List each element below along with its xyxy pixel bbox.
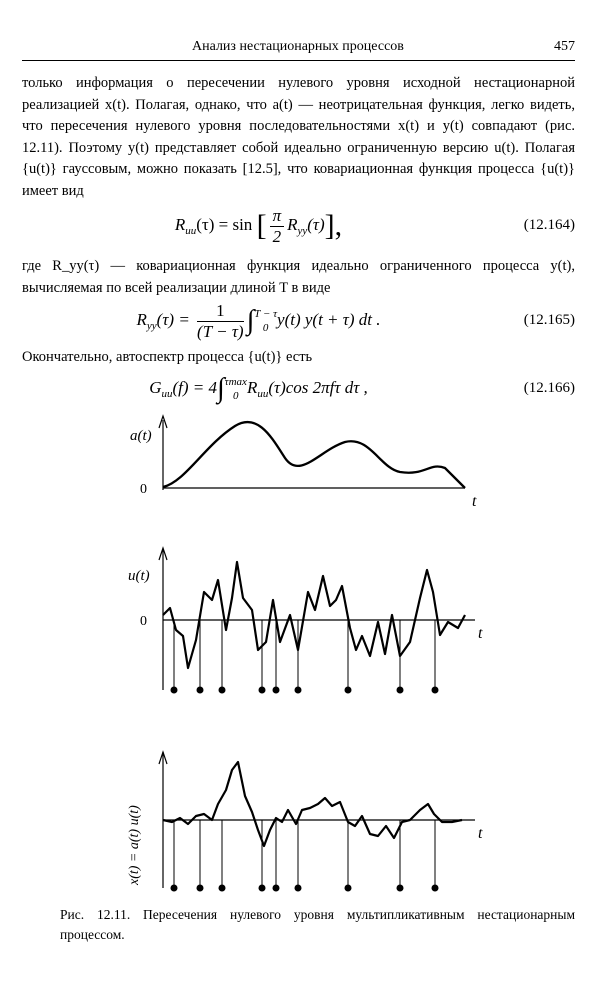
- eq-subscript: uu: [257, 388, 269, 400]
- x-curve: [163, 762, 462, 846]
- crossing-dot: [171, 687, 178, 694]
- u-curve: [163, 562, 465, 668]
- crossing-dot: [345, 687, 352, 694]
- equation-12-166: [22, 368, 575, 416]
- integral-limits: [225, 375, 247, 403]
- panel-u-of-t: [128, 548, 483, 694]
- integral-sign: ∫: [246, 305, 255, 337]
- u-crossing-markers: [171, 620, 439, 694]
- integrand: y(t) y(t + τ) dt .: [277, 310, 381, 329]
- figure-caption: Рис. 12.11. Пересечения нулевого уровня мультипликативным нестационарным процессом.: [60, 907, 575, 942]
- eq-symbol: R: [246, 378, 258, 397]
- frac-denominator: (T − τ): [197, 321, 244, 341]
- eq-subscript: uu: [185, 225, 197, 237]
- integral-limits: [254, 307, 277, 335]
- crossing-dot: [397, 687, 404, 694]
- crossing-dot: [295, 687, 302, 694]
- equation-number: (12.164): [523, 217, 575, 233]
- crossing-dot: [219, 885, 226, 892]
- equation-body: [22, 205, 495, 251]
- integral-lower: 0: [233, 390, 239, 403]
- crossing-dot: [259, 687, 266, 694]
- equation-12-165: [22, 300, 575, 348]
- xlabel-u: t: [478, 625, 483, 642]
- eq-text: (τ)cos 2πfτ dτ ,: [268, 378, 368, 397]
- eq-symbol: G: [149, 378, 162, 397]
- fraction: [197, 301, 244, 342]
- eq-text: (τ) =: [156, 310, 190, 329]
- left-bracket: [: [256, 209, 267, 243]
- zero-label-u: 0: [140, 614, 147, 629]
- fraction: [270, 206, 285, 247]
- integral-sign: ∫: [217, 373, 225, 405]
- crossing-dot: [432, 885, 439, 892]
- eq-subscript: uu: [161, 388, 173, 400]
- ylabel-x: x(t) = a(t) u(t): [127, 805, 142, 885]
- crossing-dot: [295, 885, 302, 892]
- integral-upper: τmax: [224, 376, 247, 389]
- equation-number: (12.166): [523, 380, 575, 396]
- integral-upper: T − τ: [254, 308, 278, 321]
- eq-text: (τ): [307, 215, 325, 234]
- a-curve: [163, 422, 465, 488]
- equation-number: (12.165): [523, 312, 575, 328]
- eq-symbol: R: [174, 215, 186, 234]
- equation-12-164: [22, 205, 575, 253]
- equation-body: [22, 300, 495, 346]
- eq-subscript: yy: [146, 320, 157, 332]
- header-rule: [22, 60, 575, 61]
- equation-body: [22, 368, 495, 414]
- zero-label-a: 0: [140, 482, 147, 497]
- integral-lower: 0: [262, 322, 269, 335]
- panel-a-of-t: [130, 416, 477, 510]
- ylabel-u: u(t): [128, 568, 150, 584]
- ylabel-a: a(t): [130, 428, 152, 444]
- crossing-dot: [273, 687, 280, 694]
- eq-symbol: R: [136, 310, 147, 329]
- page-number: 457: [554, 39, 575, 54]
- frac-denominator: 2: [272, 226, 282, 246]
- paragraph-where: где R_yy(τ) — ковариационная функция идеально ограниченного процесса y(t), вычисляемая по всей реализации длиной T в виде: [22, 258, 575, 296]
- crossing-dot: [345, 885, 352, 892]
- running-title: Анализ нестационарных процессов: [192, 39, 404, 54]
- right-bracket: ],: [324, 209, 343, 243]
- crossing-dot: [432, 687, 439, 694]
- xlabel-x: t: [478, 825, 483, 842]
- xlabel-a: t: [472, 493, 477, 510]
- crossing-dot: [219, 687, 226, 694]
- crossing-dot: [197, 885, 204, 892]
- frac-numerator: π: [270, 206, 285, 227]
- paragraph-finally: Окончательно, автоспектр процесса {u(t)} есть: [22, 349, 313, 365]
- crossing-dot: [197, 687, 204, 694]
- panel-x-of-t: [127, 752, 483, 892]
- crossing-dot: [171, 885, 178, 892]
- crossing-dot: [259, 885, 266, 892]
- eq-subscript: yy: [297, 225, 308, 237]
- crossing-dot: [273, 885, 280, 892]
- frac-numerator: 1: [197, 301, 244, 322]
- figure-12-11: [0, 410, 599, 900]
- eq-text: (f) = 4: [172, 378, 217, 397]
- eq-text: (τ) = sin: [196, 215, 253, 234]
- crossing-dot: [397, 885, 404, 892]
- eq-symbol: R: [287, 215, 298, 234]
- paragraph-intro: только информация о пересечении нулевого уровня исходной нестационарной реализацией x(t). Полагая, однако, что a(t) — неотрицательная функция, легко видеть, что пересечения нулевого уровня последовательностями x(t) и y(t) совпадают (рис. 12.11). Поэтому y(t) представляет собой идеально ограниченную версию u(t). Полагая {u(t)} гауссовым, можно показать [12.5], что ковариационная функция процесса {u(t)} имеет вид: [22, 75, 575, 199]
